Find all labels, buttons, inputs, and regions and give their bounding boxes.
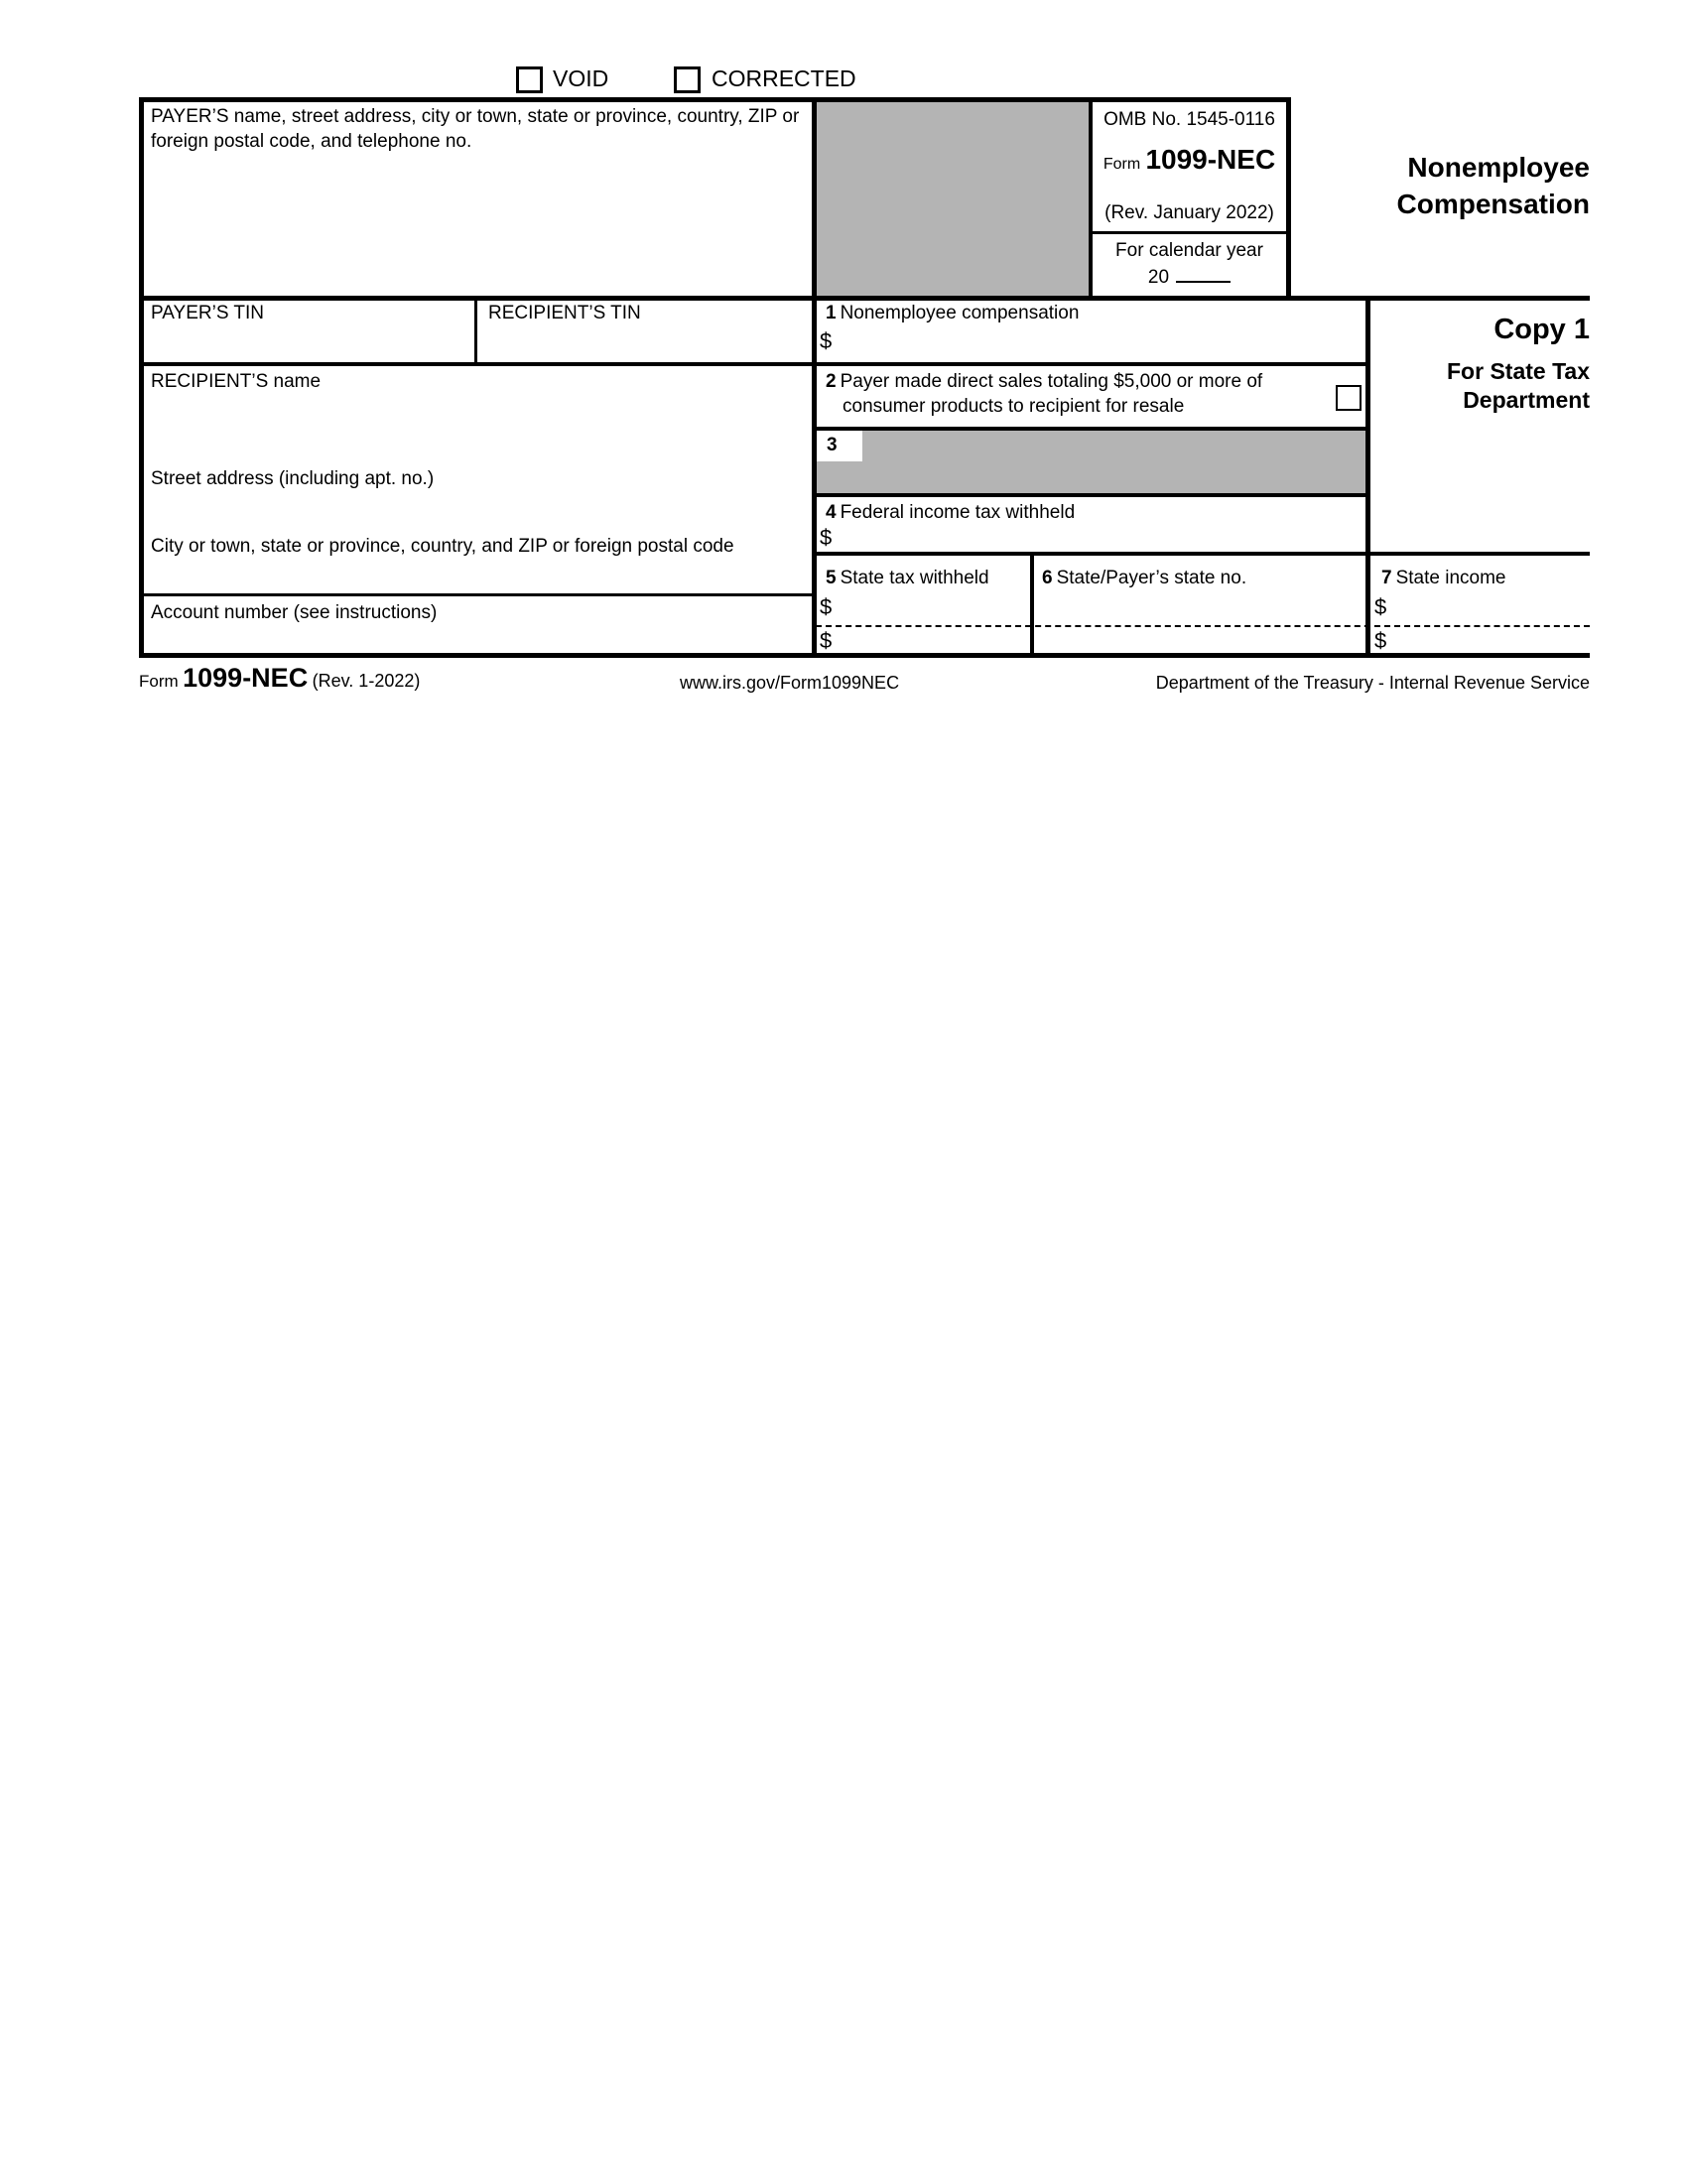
border-line — [139, 593, 816, 596]
box6-field-area-1[interactable] — [1037, 594, 1360, 620]
account-number-label: Account number (see instructions) — [151, 602, 438, 623]
box1-number: 1 — [826, 303, 837, 323]
box2-checkbox[interactable] — [1336, 385, 1362, 411]
recipient-tin-label: RECIPIENT’S TIN — [488, 303, 641, 323]
form-title-line2: Compensation — [1396, 189, 1590, 219]
form-revision: (Rev. January 2022) — [1104, 202, 1274, 223]
payer-tin-label: PAYER’S TIN — [151, 303, 265, 323]
box7-label-text: State income — [1395, 568, 1506, 588]
city-label: City or town, state or province, country, and ZIP or foreign postal code — [151, 536, 734, 557]
box5-dollar-sign-2: $ — [820, 628, 833, 653]
border-line — [1365, 296, 1370, 658]
form-number: 1099-NEC — [1145, 144, 1276, 175]
footer-agency: Department of the Treasury - Internal Revenue Service — [1155, 673, 1590, 693]
payer-info-label: PAYER’S name, street address, city or town, state or province, country, ZIP or foreign postal code, and telephone no. — [151, 106, 800, 152]
box4-number: 4 — [826, 502, 837, 523]
payer-info-field-area[interactable] — [147, 159, 802, 288]
box5-label-text: State tax withheld — [840, 568, 989, 588]
form-title — [1280, 149, 1590, 222]
box6-label-text: State/Payer’s state no. — [1056, 568, 1247, 588]
street-address-field-area[interactable] — [147, 493, 802, 531]
box7-dollar-sign-1: $ — [1374, 594, 1387, 619]
border-line — [1093, 231, 1286, 234]
form-number-line — [1093, 144, 1286, 177]
box4-label-text: Federal income tax withheld — [840, 502, 1076, 523]
box1-label-text: Nonemployee compensation — [840, 303, 1080, 323]
border-line — [812, 427, 1370, 431]
box3-number-notch — [817, 431, 862, 461]
recipient-tin-field-area[interactable] — [481, 327, 807, 359]
void-checkbox[interactable] — [516, 66, 543, 93]
calendar-year-blank[interactable] — [1176, 262, 1231, 283]
account-number-field-area[interactable] — [147, 625, 802, 651]
box2-label-text1: Payer made direct sales totaling $5,000 or more of — [840, 371, 1263, 392]
box7-number: 7 — [1381, 568, 1392, 588]
box5-amount-field-area-2[interactable] — [842, 628, 1025, 650]
border-line — [139, 97, 1291, 102]
box1-label — [826, 301, 1079, 325]
box4-label — [826, 500, 1075, 525]
border-line — [1030, 552, 1034, 658]
box5-dollar-sign-1: $ — [820, 594, 833, 619]
box7-label — [1381, 566, 1505, 590]
border-line — [474, 296, 477, 366]
form-word: Form — [1103, 156, 1141, 173]
box7-dollar-sign-2: $ — [1374, 628, 1387, 653]
box5-amount-field-area-1[interactable] — [842, 594, 1025, 620]
form-title-line1: Nonemployee — [1407, 152, 1590, 183]
copy-label: Copy 1 — [1493, 314, 1590, 345]
box7-amount-field-area-2[interactable] — [1397, 628, 1586, 650]
footer-form-word: Form — [139, 672, 179, 691]
omb-number: OMB No. 1545-0116 — [1103, 109, 1275, 130]
box6-field-area-2[interactable] — [1037, 628, 1360, 650]
box3-shaded-area — [817, 431, 1365, 493]
recipient-name-field-area[interactable] — [147, 395, 802, 459]
border-line — [812, 97, 817, 658]
footer-url: www.irs.gov/Form1099NEC — [680, 673, 900, 693]
box4-dollar-sign: $ — [820, 525, 833, 550]
copy-for-line2: Department — [1463, 387, 1590, 413]
border-line — [139, 362, 1370, 366]
box3-number: 3 — [827, 435, 838, 455]
corrected-checkbox[interactable] — [674, 66, 701, 93]
void-label: VOID — [553, 65, 609, 91]
payer-tin-field-area[interactable] — [147, 327, 469, 359]
copy-for-line1: For State Tax — [1447, 358, 1590, 384]
box7-amount-field-area-1[interactable] — [1397, 594, 1586, 620]
calendar-year-label: For calendar year — [1115, 240, 1263, 261]
street-address-label: Street address (including apt. no.) — [151, 468, 435, 489]
box6-label — [1042, 566, 1246, 590]
shaded-header-area — [817, 102, 1089, 296]
box2-label-line2: consumer products to recipient for resale — [843, 396, 1185, 417]
calendar-year-line — [1093, 262, 1286, 290]
border-line — [139, 653, 1590, 658]
recipient-name-label: RECIPIENT’S name — [151, 371, 322, 392]
dashed-line — [816, 625, 1590, 627]
copy-for-label — [1379, 357, 1590, 415]
box5-number: 5 — [826, 568, 837, 588]
box5-label — [826, 566, 989, 590]
corrected-label: CORRECTED — [712, 65, 856, 91]
border-line — [812, 552, 1590, 556]
border-line — [139, 97, 144, 658]
footer-form-id — [139, 663, 420, 694]
calendar-year-prefix: 20 — [1147, 267, 1170, 288]
box4-amount-field-area[interactable] — [842, 525, 1353, 550]
box2-number: 2 — [826, 371, 837, 392]
box1-amount-field-area[interactable] — [842, 328, 1353, 356]
footer-revision: (Rev. 1-2022) — [312, 671, 421, 691]
box2-label-line1 — [826, 369, 1262, 394]
footer-form-number: 1099-NEC — [183, 663, 309, 693]
box6-number: 6 — [1042, 568, 1053, 588]
box1-dollar-sign: $ — [820, 328, 833, 353]
border-line — [812, 493, 1370, 497]
city-field-area[interactable] — [147, 560, 802, 589]
